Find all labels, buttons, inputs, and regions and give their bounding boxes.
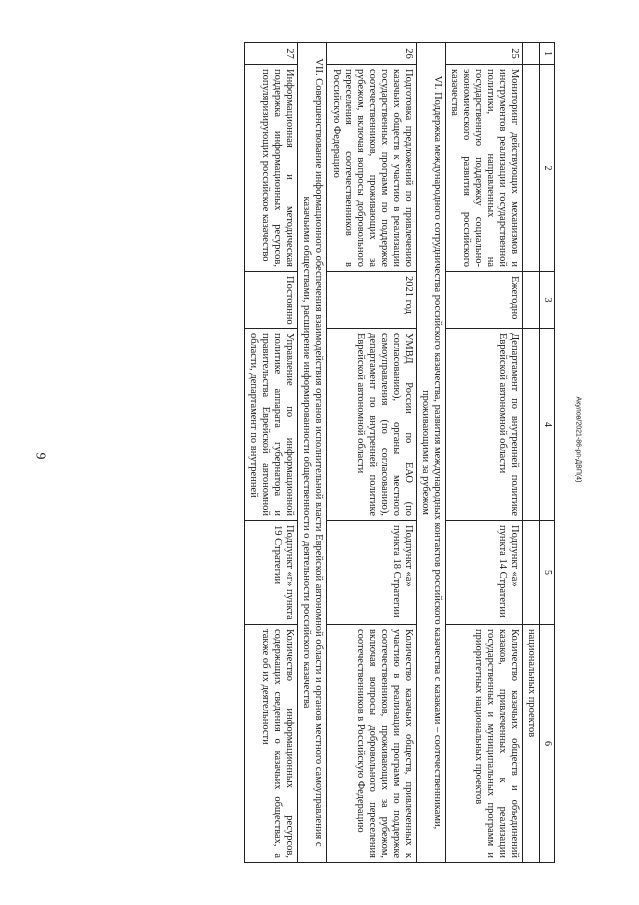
document-code: Акулов/2021-86-рп-ДВП(4) <box>574 396 582 483</box>
row-responsible: УМВД России по ЕАО (по согласованию), органы местного самоуправления (по согласованию), департамент по внутренней политике Еврейской автономной области <box>327 329 416 521</box>
row-indicator: Количество казачьих обществ, привлеченных к участию в реализации программ по поддержке соотечественников, проживающих за рубежом, включая вопросы добровольного переселения соотечественников в Российскую Федерацию <box>327 625 416 863</box>
section-heading-7: VII. Совершенствование информационного обеспечения взаимодействия органов исполнительной власти Еврейской автономной области и органов местного самоуправления с казачьими обществами, расширение информированности общественности о деятельности российского казачества <box>298 43 327 863</box>
row-measure: Мониторинг действующих механизмов и инструментов реализации государственной политики, направленных на государственную поддержку социально-экономического развития российского казачества <box>446 65 523 272</box>
row-measure: Подготовка предложений по привлечению казачьих обществ к участию в реализации государственных программ по поддержке соотечественников, проживающих за рубежом, включая вопросы добровольного переселения соотечественников в Российскую Федерацию <box>327 65 416 272</box>
section-heading-6: VI. Поддержка международного сотрудничества российского казачества, развития международных контактов российского казачества с казаками – соотечественниками, проживающими за рубежом <box>416 43 445 863</box>
row-responsible: Управление по информационной политике аппарата губернатора и правительства Еврейской автономной области, департамент по внутренней <box>245 329 298 521</box>
table-header-row <box>540 43 555 863</box>
header-col-3: 3 <box>540 272 555 329</box>
header-col-4: 4 <box>540 329 555 521</box>
measures-table <box>244 42 555 863</box>
table-row-27 <box>245 43 298 863</box>
row-indicator: Количество казачьих обществ и объединений казаков, привлеченных к реализации государственных и муниципальных программ и приоритетных национальных проектов <box>446 625 523 863</box>
header-col-6: 6 <box>540 625 555 863</box>
row-period: Постоянно <box>245 272 298 329</box>
table-row-26 <box>327 43 416 863</box>
row-basis: Подпункт «г» пункта 19 Стратегии <box>245 521 298 625</box>
section-heading-row <box>298 43 327 863</box>
row-period: 2021 год <box>327 272 416 329</box>
row-number: 25 <box>446 43 523 65</box>
header-col-5: 5 <box>540 521 555 625</box>
row-basis: Подпункт «а» пункта 18 Стратегии <box>327 521 416 625</box>
table-row-25 <box>446 43 523 863</box>
table-row-continuation <box>523 43 540 863</box>
row-number: 27 <box>245 43 298 65</box>
row-period: Ежегодно <box>446 272 523 329</box>
row-responsible: Департамент по внутренней политике Еврейской автономной области <box>446 329 523 521</box>
rotated-table-container <box>85 42 555 862</box>
header-col-2: 2 <box>540 65 555 272</box>
header-col-1: 1 <box>540 43 555 65</box>
row-measure: Информационная и методическая поддержка информационных ресурсов, популяризирующих российское казачество <box>245 65 298 272</box>
row-indicator: Количество информационных ресурсов, содержащих сведения о казачьих обществах, а также об их деятельности <box>245 625 298 863</box>
continuation-indicator: национальных проектов <box>523 625 540 863</box>
page-number: 9 <box>32 452 48 460</box>
row-basis: Подпункт «а» пункта 14 Стратегии <box>446 521 523 625</box>
section-heading-row <box>416 43 445 863</box>
row-number: 26 <box>327 43 416 65</box>
